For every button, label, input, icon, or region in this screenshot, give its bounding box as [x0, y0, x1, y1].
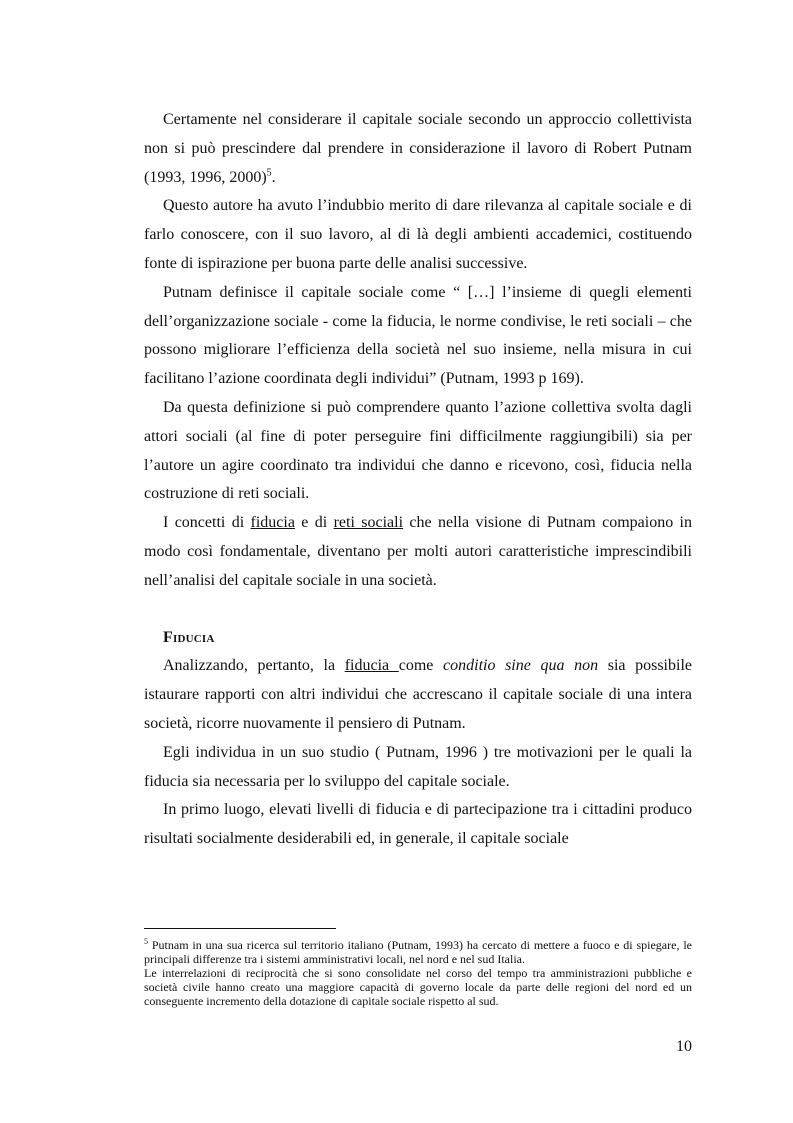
footnote-line-2: Le interrelazioni di reciprocità che si sono consolidate nel corso del tempo tra amministrazioni pubbliche e società civile hanno creato una maggiore capacità di governo locale da parte delle regioni del nord ed un conseguente incremento della dotazione di capitale sociale rispetto al sud. — [144, 966, 692, 1008]
paragraph-4: Da questa definizione si può comprendere quanto l’azione collettiva svolta dagli attori sociali (al fine di poter perseguire fini difficilmente raggiungibili) sia per l’autore un agire coordinato tra individui che danno e ricevono, così, fiducia nella costruzione di reti sociali. — [144, 398, 692, 503]
footnote-line-1 — [144, 938, 692, 966]
paragraph-3: Putnam definisce il capitale sociale come “ […] l’insieme di quegli elementi dell’organizzazione sociale - come la fiducia, le norme condivise, le reti sociali – che possono migliorare l’efficienza della società nel suo insieme, nella misura in cui facilitano l’azione coordinata degli individui” (Putnam, 1993 p 169). — [144, 283, 692, 388]
paragraph-6-b: come — [398, 657, 444, 675]
footnote-reference: 5 — [266, 167, 272, 179]
footnote-text-1: Putnam in una sua ricerca sul territorio italiano (Putnam, 1993) ha cercato di mettere a fuoco e di spiegare, le principali differenze tra i sistemi amministrativi locali, nel nord e nel sud Italia. — [144, 938, 692, 966]
paragraph-6 — [144, 652, 692, 738]
paragraph-5-b: e di — [294, 514, 334, 532]
paragraph-8: In primo luogo, elevati livelli di fiducia e di partecipazione tra i cittadini produco risultati socialmente desiderabili ed, in generale, il capitale sociale — [144, 801, 692, 848]
paragraph-6-c: sia possibile istaurare rapporti con altri individui che accrescano il capitale sociale di una intera società, ricorre nuovamente il pensiero di Putnam. — [144, 657, 692, 732]
paragraph-5 — [144, 509, 692, 595]
underlined-term-reti-sociali: reti sociali — [333, 514, 404, 532]
footnote-separator — [144, 928, 336, 929]
footnote-number: 5 — [144, 937, 148, 946]
paragraph-5-a: I concetti di — [163, 514, 251, 532]
footnote — [144, 938, 692, 1008]
page-number: 10 — [676, 1038, 692, 1055]
underlined-term-fiducia-2: fiducia — [344, 657, 399, 675]
paragraph-2: Questo autore ha avuto l’indubbio merito di dare rilevanza al capitale sociale e di farlo conoscere, con il suo lavoro, al di là degli ambienti accademici, costituendo fonte di ispirazione per buona parte delle analisi successive. — [144, 197, 692, 272]
paragraph-1-end: . — [271, 168, 276, 186]
section-heading: Fiducia — [163, 628, 215, 646]
underlined-term-fiducia: fiducia — [250, 514, 295, 532]
paragraph-5-c: che nella visione di Putnam compaiono in modo così fondamentale, diventano per molti autori caratteristiche imprescindibili nell’analisi del capitale sociale in una società. — [144, 514, 693, 589]
paragraph-1-text: Certamente nel considerare il capitale sociale secondo un approccio collettivista non si può prescindere dal prendere in considerazione il lavoro di Robert Putnam (1993, 1996, 2000) — [144, 111, 692, 186]
paragraph-1 — [144, 106, 692, 192]
paragraph-6-a: Analizzando, pertanto, la — [163, 657, 345, 675]
main-text — [144, 106, 692, 854]
paragraph-7: Egli individua in un suo studio ( Putnam, 1996 ) tre motivazioni per le quali la fiducia sia necessaria per lo sviluppo del capitale sociale. — [144, 743, 692, 790]
italic-latin-phrase: conditio sine qua non — [443, 657, 599, 675]
